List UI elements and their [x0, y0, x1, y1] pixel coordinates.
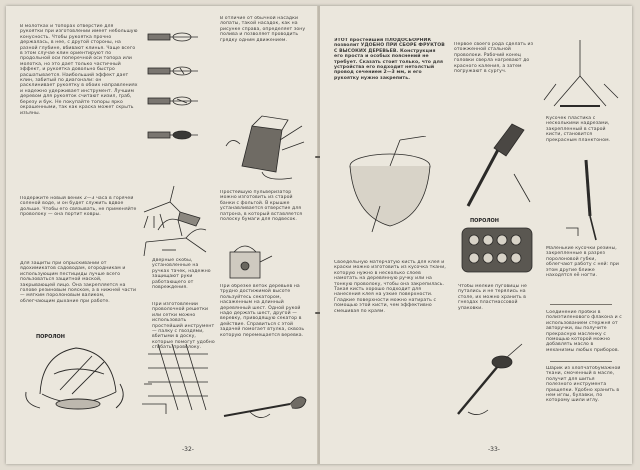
left-col1-p3: Для защиты при опрыскивании от ядохимикатов садоводам, огородникам и использующим пестициды лучше всего пользоваться защитной маской, закрывающей лицо. Она закрепляется на голове резиновым пояском, а в нижней части — мягким поролоновым валиком, облегчающим дыхание при работе.: [20, 261, 137, 304]
bucket-figure: [222, 242, 276, 282]
booklet-spread: [6, 6, 632, 464]
brush-tool-figure: [448, 336, 526, 426]
page-number-right: -33-: [488, 446, 500, 453]
left-col2-p4: При изготовлении проволочной решетки или сетки можно использовать простейший инструмент — палку с гвоздями, вбитыми в доску, которые помогут удобно сгибать проволоку.: [152, 302, 215, 351]
poroloн-label-right: ПОРОЛОН: [470, 218, 499, 224]
right-col2-p2: Кусочек пластика с несколькими надрезами, закрепленный в старой кисти, становится прекрасным планктоном.: [546, 116, 611, 143]
right-page: [320, 6, 632, 464]
left-col2-p3: Дверные скобы, установленные на ручках тачек, надежно защищают руки работающего от повреждения.: [152, 258, 211, 291]
buttons-tray-figure: [454, 218, 540, 282]
left-col2-p1: В отличие от обычной насадки лопаты, такой насадок, как на рисунке справа, определяет зону полива и позволяет проводить грядку одним движением.: [220, 16, 306, 43]
mask-figure: [20, 334, 132, 424]
page-number-left: -32-: [182, 446, 194, 453]
left-page: [6, 6, 318, 464]
right-col2-p3: Чтобы мелкие пуговицы не путались и не терялись на столе, их можно хранить в гнездах пластмассовой упаковки.: [458, 284, 527, 311]
right-col2-rule: [550, 304, 612, 305]
right-col2-p1: Первое своего рода сделать из отожженной стальной проволоки. Рабочий конец головки сверла нагревают до красного каления, а затем погружают в сургуч.: [454, 42, 534, 75]
right-col2-rule-2: [550, 361, 612, 362]
watering-nozzle-figure: [222, 106, 308, 186]
soldering-figure: [540, 36, 622, 128]
left-col1-p1: В молотках и топорах отверстие для рукоятки при изготовлении имеет небольшую конусность. Чтобы рукоятка прочно держалась, в нее, с другой стороны, на разной глубине, вбивают клинья. Чаще всего в этом случае клин ориентируют по продольной оси поперечной оси топора или молотка, но это дает только частичный эффект, и рукоятка довольно быстро расшатывается. Наибольший эффект дает клин, забитый по диагонали: он расклинивает рукоятку в обоих направлениях и надежно удерживает инструмент. Лучшим деревом для рукояток считают кизил, граб, березу и бук. Не покупайте топоры ярко окрашенными, так как краска может скрыть изъяны.: [20, 24, 138, 116]
plastic-brush-figure: [454, 116, 538, 214]
left-col1-p2: Подержите новый веник 2—3 часа в горячей соленой воде, и он будет служить вдвое дольше. Чтобы его связывать, не применяйте проволоку — она портит ковры.: [20, 196, 137, 218]
wheelbarrow-figure: [136, 206, 216, 260]
right-col2-p6: Шарик из хлопчатобумажной ткани, смоченный в масле, получит для шитья полезного инструмента прищепки. Удобно хранить в нем иглы, булавки, по которому шили иглу.: [546, 366, 621, 404]
right-col2-p4: Маленькие кусочки резины, закрепленные в разрез поролоновой губки, облегчают работу с ней: при этом другие ближе находятся её ногти.: [546, 246, 619, 279]
hammer-figures: [142, 28, 204, 164]
grid-tool-figure: [138, 334, 218, 420]
fruit-picker-figure: [340, 136, 442, 234]
right-col1-p2: Своедельную матерчатую кисть для клея и краски можно изготовить из кусочка ткани, которую нужно в несколько слоев намотать на деревянную ручку или на тонкую проволоку, чтобы она закрепилась. Такая кисть хорошо подходит для нанесения клея на узкие поверхности. Гладкие поверхности можно натирать с помощью этой кисти, чем эффективно смешивая по краям.: [334, 260, 446, 314]
right-col2-p5: Соединение пробки в полиэтиленового флакона и с использованием стержня от авторучки, вы получите прекрасную масленку с помощью которой можно добавлять масло в механизмы любых приборов.: [546, 310, 622, 353]
left-col2-p5: При обрезке веток деревьев на трудно достижимой высоте пользуйтесь секатором, насаженным на длинный деревянный шест. Одной рукой надо держать шест, другой — веревку, приводящую секатор в действие. Справиться с этой задачей помогает втулка, сквозь которую перемещается веревка.: [220, 284, 305, 338]
right-col1-title: ЭТОТ простейший ПЛОДОСБОРНИК позволит УДОБНО ПРИ СБОРЕ ФРУКТОВ С ВЫСОКИХ ДЕРЕВЬЕВ. Конструкция его проста и особых пояснений не требует. Сказать стоит только, что для устройства его подходит нетолстый провод сечением 2—3 мм, и его рукоятку нужно закрепить.: [334, 38, 445, 81]
pruner-figure: [220, 376, 310, 426]
left-col2-p2: Простейшую пульверизатор можно изготовить из старой банки с фольгой. В крышке устанавливается отверстие для патрона, в который вставляется полоску бумаги для подвесок.: [220, 190, 303, 223]
knife-figure: [556, 156, 622, 242]
poroloн-label-left: ПОРОЛОН: [36, 334, 65, 340]
